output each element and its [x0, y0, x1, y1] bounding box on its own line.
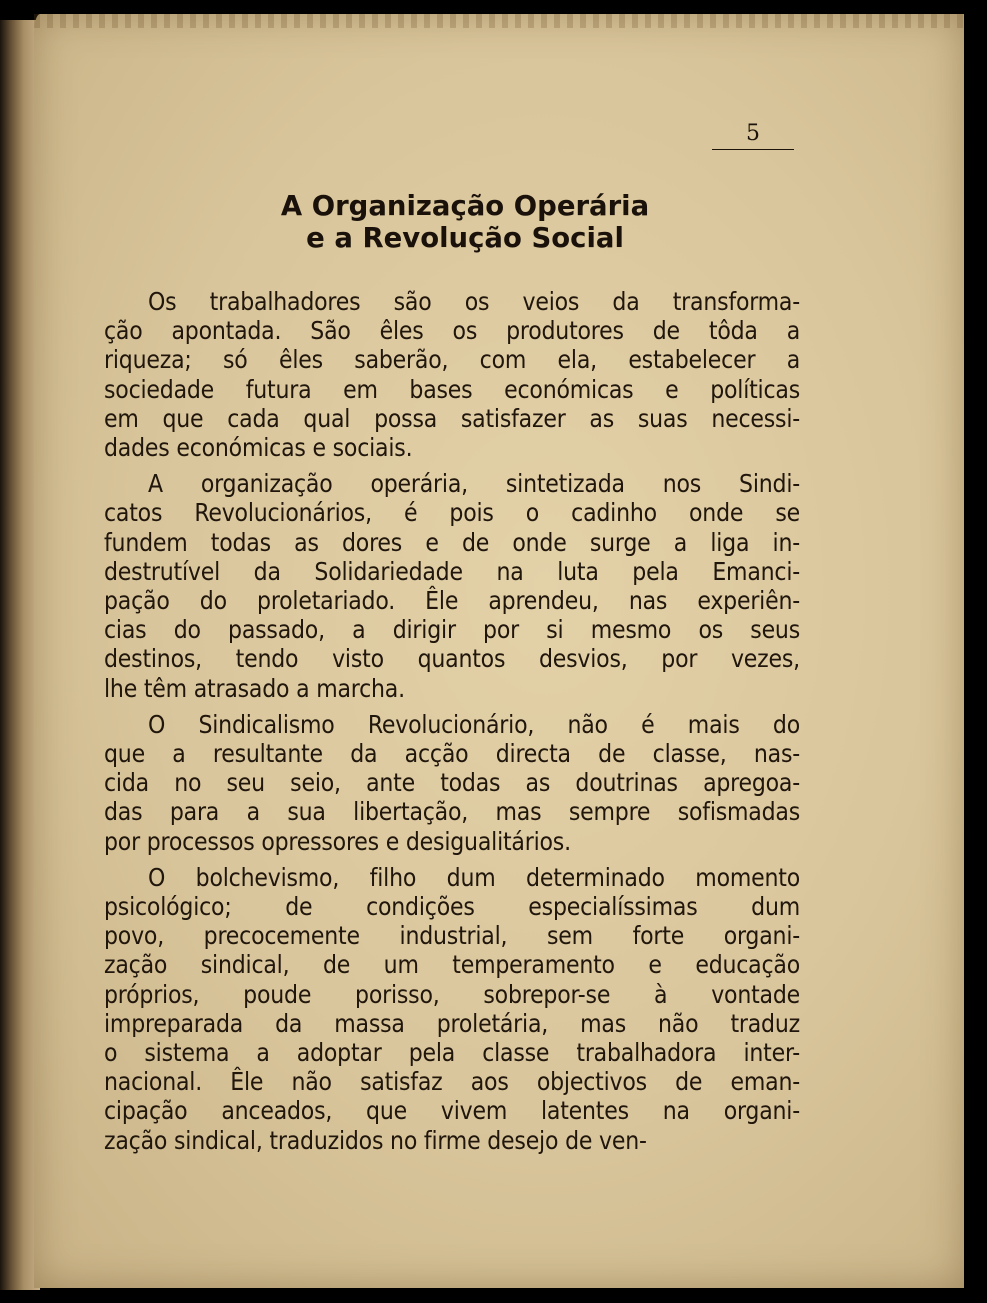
text-line: psicológico; de condições especialíssimas dum [104, 892, 800, 922]
text-line: riqueza; só êles saberão, com ela, estabelecer a [104, 345, 800, 375]
text-line: cida no seu seio, ante todas as doutrinas apregoa- [104, 768, 800, 798]
text-line: lhe têm atrasado a marcha. [104, 673, 405, 703]
page-number: 5 [712, 121, 794, 150]
text-line: catos Revolucionários, é pois o cadinho onde se [104, 498, 800, 528]
body-text [104, 287, 800, 1162]
text-line: zação sindical, traduzidos no firme desejo de ven- [104, 1125, 647, 1155]
chapter-title [100, 190, 830, 254]
text-line: dades económicas e sociais. [104, 433, 413, 463]
text-line: em que cada qual possa satisfazer as suas necessi- [104, 403, 800, 433]
text-line: Os trabalhadores são os veios da transforma- [148, 287, 800, 316]
text-line: O Sindicalismo Revolucionário, não é mais do [148, 709, 800, 739]
paragraph [104, 710, 800, 856]
text-line: impreparada da massa proletária, mas não traduz [104, 1008, 800, 1038]
chapter-title-line-2: e a Revolução Social [306, 222, 624, 254]
paragraph [104, 287, 800, 462]
text-line: por processos opressores e desigualitários. [104, 826, 571, 856]
chapter-title-line-1: A Organização Operária [280, 190, 650, 222]
paragraph [104, 469, 800, 703]
text-line: das para a sua libertação, mas sempre sofismadas [104, 797, 800, 827]
text-line: destinos, tendo visto quantos desvios, por vezes, [104, 644, 800, 674]
text-line: cipação anceados, que vivem latentes na organi- [104, 1096, 800, 1126]
text-line: cias do passado, a dirigir por si mesmo os seus [104, 615, 800, 645]
text-line: pação do proletariado. Êle aprendeu, nas experiên- [104, 586, 800, 616]
text-line: destrutível da Solidariedade na luta pela Emanci- [104, 556, 800, 586]
text-line: A organização operária, sintetizada nos Sindi- [148, 469, 800, 499]
text-line: sociedade futura em bases económicas e políticas [104, 374, 800, 404]
text-line: nacional. Êle não satisfaz aos objectivos de eman- [104, 1067, 800, 1097]
text-line: próprios, poude porisso, sobrepor-se à vontade [104, 979, 800, 1009]
paragraph [104, 863, 800, 1155]
text-line: o sistema a adoptar pela classe trabalhadora inter- [104, 1038, 800, 1068]
text-line: zação sindical, de um temperamento e educação [104, 950, 800, 980]
text-line: que a resultante da acção directa de classe, nas- [104, 739, 800, 769]
text-line: povo, precocemente industrial, sem forte organi- [104, 921, 800, 951]
text-line: O bolchevismo, filho dum determinado momento [148, 862, 800, 892]
text-line: fundem todas as dores e de onde surge a liga in- [104, 527, 800, 557]
text-line: ção apontada. São êles os produtores de tôda a [104, 316, 800, 346]
